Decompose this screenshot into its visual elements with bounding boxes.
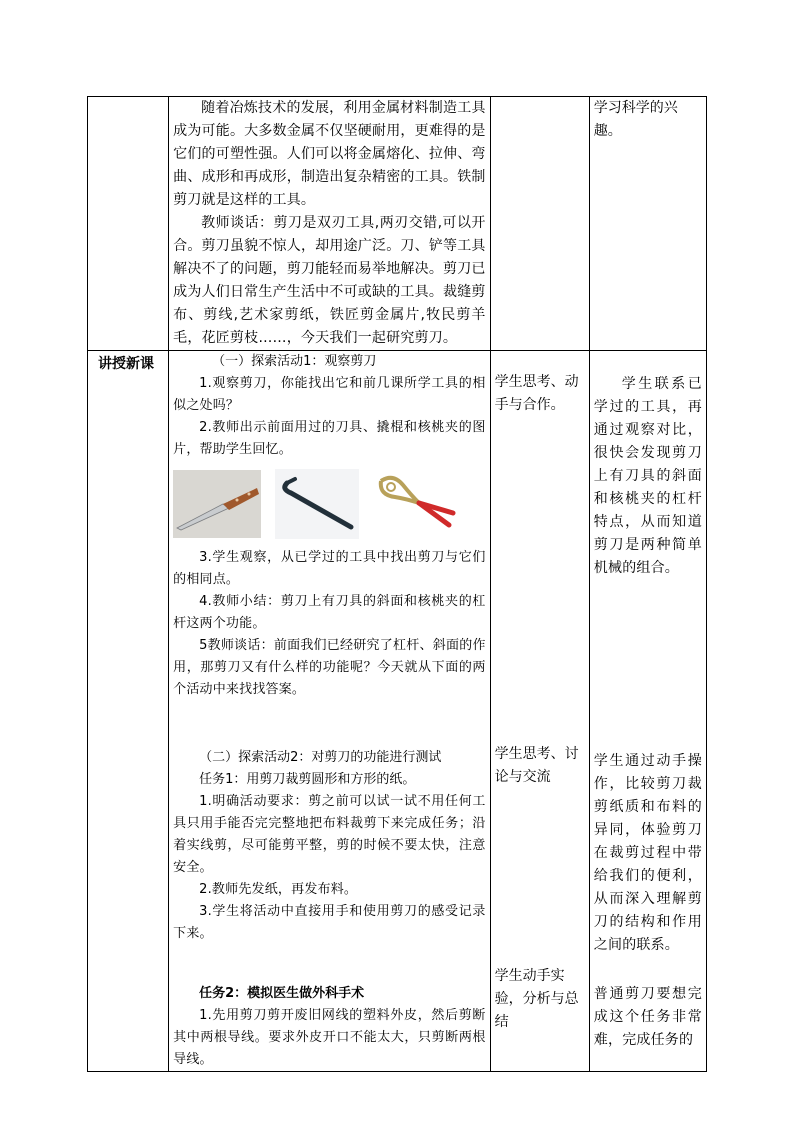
student-activity-cell xyxy=(490,351,589,1072)
section-cell-empty xyxy=(88,97,169,351)
design-intent-cell xyxy=(589,97,706,351)
design-intent-text: 学生通过动手操作，比较剪刀裁剪纸质和布料的异同，体验剪刀在裁剪过程中带给我们的便利，从而深入理解剪刀的结构和作用之间的联系。 xyxy=(593,753,702,953)
paragraph: 2.教师出示前面用过的刀具、撬棍和核桃夹的图片，帮助学生回忆。 xyxy=(173,420,486,457)
paragraph: 3.学生观察，从已学过的工具中找出剪刀与它们的相同点。 xyxy=(173,550,486,587)
content-cell xyxy=(169,97,491,351)
task-title: 任务1：用剪刀裁剪圆形和方形的纸。 xyxy=(199,772,416,787)
student-activity-text: 学生动手实验，分析与总结 xyxy=(494,968,579,1030)
knife-photo xyxy=(173,470,261,538)
section-label: 讲授新课 xyxy=(98,356,154,372)
task-title: 任务2：模拟医生做外科手术 xyxy=(199,986,365,1001)
student-activity-text: 学生思考、动手与合作。 xyxy=(494,374,579,413)
paragraph: 教师谈话：剪刀是双刃工具,两刃交错,可以开合。剪刀虽貌不惊人，却用途广泛。刀、铲等工具解决不了的问题，剪刀能轻而易举地解决。剪刀已成为人们日常生产生活中不可或缺的工具。裁缝剪布、剪线,艺术家剪纸，铁匠剪金属片,牧民剪羊毛，花匠剪枝……，今天我们一起研究剪刀。 xyxy=(173,215,486,346)
section-cell xyxy=(88,351,169,1072)
design-intent-text: 学生联系已学过的工具，再通过观察对比，很快会发现剪刀上有刀具的斜面和核桃夹的杠杆特点，从而知道剪刀是两种简单机械的组合。 xyxy=(593,376,702,576)
design-intent-cell xyxy=(589,351,706,1072)
paragraph: 1.观察剪刀，你能找出它和前几课所学工具的相似之处吗？ xyxy=(173,376,486,413)
activity-title: （二）探索活动2：对剪刀的功能进行测试 xyxy=(199,750,442,765)
paragraph: 3.学生将活动中直接用手和使用剪刀的感受记录下来。 xyxy=(173,904,486,941)
design-intent-text: 普通剪刀要想完成这个任务非常难，完成任务的 xyxy=(593,986,702,1048)
paragraph: 1.明确活动要求：剪之前可以试一试不用任何工具只用手能否完完整地把布料裁剪下来完成任务；沿着实线剪，尽可能剪平整，剪的时候不要太快，注意安全。 xyxy=(173,794,486,875)
paragraph: 2.教师先发纸，再发布料。 xyxy=(199,882,358,897)
student-activity-cell xyxy=(490,97,589,351)
paragraph: 5教师谈话：前面我们已经研究了杠杆、斜面的作用，那剪刀又有什么样的功能呢？今天就从下面的两个活动中来找找答案。 xyxy=(173,638,486,697)
paragraph: 随着冶炼技术的发展，利用金属材料制造工具成为可能。大多数金属不仅坚硬耐用，更难得的是它们的可塑性强。人们可以将金属熔化、拉伸、弯曲、成形和再成形，制造出复杂精密的工具。铁制剪刀就是这样的工具。 xyxy=(173,100,486,208)
tool-images xyxy=(173,469,486,539)
content-cell xyxy=(169,351,491,1072)
lesson-plan-table xyxy=(87,96,707,1072)
paragraph: 4.教师小结：剪刀上有刀具的斜面和核桃夹的杠杆这两个功能。 xyxy=(173,594,486,631)
paragraph: 1.先用剪刀剪开废旧网线的塑料外皮，然后剪断其中两根导线。要求外皮开口不能太大，只剪断两根导线。 xyxy=(173,1008,486,1067)
crowbar-photo xyxy=(275,469,359,539)
table-row xyxy=(88,97,707,351)
activity-title: （一）探索活动1：观察剪刀 xyxy=(212,354,377,369)
design-intent-text: 学习科学的兴趣。 xyxy=(593,100,678,139)
nutcracker-photo xyxy=(373,469,459,539)
student-activity-text: 学生思考、讨论与交流 xyxy=(494,746,579,785)
table-row xyxy=(88,351,707,1072)
